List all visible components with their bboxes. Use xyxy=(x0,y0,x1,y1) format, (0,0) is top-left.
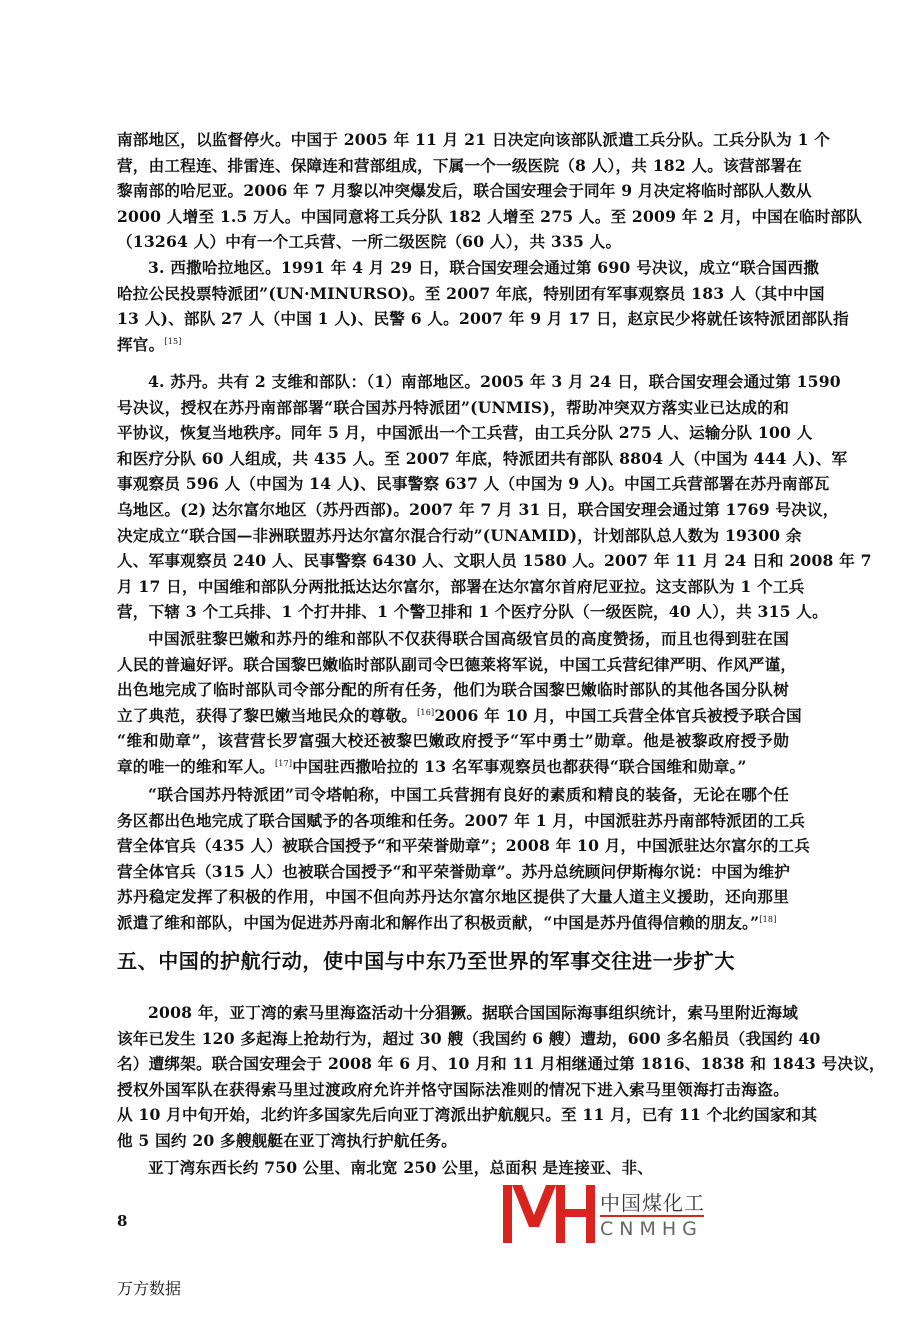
text-line: 黎南部的哈尼亚。2006 年 7 月黎以冲突爆发后，联合国安理会于同年 9 月决定将临时部队人数从 xyxy=(117,181,812,201)
text-line: 2000 人增至 1.5 万人。中国同意将工兵分队 182 人增至 275 人。至 2009 年 2 月，中国在临时部队 xyxy=(117,206,863,226)
paragraph xyxy=(117,626,802,780)
paragraph xyxy=(117,782,811,936)
text-line: 营，由工程连、排雷连、保障连和营部组成，下属一个一级医院（8 人），共 182 人。该营部署在 xyxy=(117,155,803,175)
text-line xyxy=(117,754,789,780)
text-line: 营全体官兵（435 人）被联合国授予“和平荣誉勋章”；2008 年 10 月，中国派驻达尔富尔的工兵 xyxy=(117,836,811,856)
text-line: 苏丹稳定发挥了积极的作用，中国不但向苏丹达尔富尔地区提供了大量人道主义援助，还向那里 xyxy=(117,887,789,907)
text-line: 人民的普遍好评。联合国黎巴嫩临时部队副司令巴德莱将军说，中国工兵营纪律严明、作风严谨， xyxy=(117,654,797,674)
text-line: 亚丁湾东西长约 750 公里、南北宽 250 公里，总面积 是连接亚、非、 xyxy=(148,1158,654,1177)
mh-logo-icon xyxy=(503,1185,595,1243)
text-line: 月 17 日，中国维和部队分两批抵达达尔富尔，部署在达尔富尔首府尼亚拉。这支部队为 1 个工兵 xyxy=(117,576,805,596)
text-line: 该年已发生 120 多起海上抢劫行为，超过 30 艘（我国约 6 艘）遭劫，600 多名船员（我国约 40 xyxy=(117,1028,821,1048)
text-line: 务区都出色地完成了联合国赋予的各项维和任务。2007 年 1 月，中国派驻苏丹南部特派团的工兵 xyxy=(117,810,806,830)
text-line: 出色地完成了临时部队司令部分配的所有任务，他们为联合国黎巴嫩临时部队的其他各国分队树 xyxy=(117,680,789,700)
text-line: 从 10 月中旬开始，北约许多国家先后向亚丁湾派出护航舰只。至 11 月，已有 11 个北约国家和其 xyxy=(117,1105,818,1125)
text-line: 号决议，授权在苏丹南部部署“联合国苏丹特派团”(UNMIS)，帮助冲突双方落实业已达成的和 xyxy=(117,397,789,417)
text-line: 他 5 国约 20 多艘舰艇在亚丁湾执行护航任务。 xyxy=(117,1130,457,1150)
paragraph xyxy=(117,1000,885,1154)
text-line: 3. 西撒哈拉地区。1991 年 4 月 29 日，联合国安理会通过第 690 号决议，成立“联合国西撒 xyxy=(148,258,819,277)
text-line: 南部地区，以监督停火。中国于 2005 年 11 月 21 日决定向该部队派遣工兵分队。工兵分队为 1 个 xyxy=(117,130,831,149)
text-line xyxy=(117,703,802,729)
watermark-divider xyxy=(600,1215,704,1217)
text-segment: 中国驻西撒哈拉的 13 名军事观察员也都获得“联合国维和勋章。” xyxy=(292,756,747,776)
text-line: 中国派驻黎巴嫩和苏丹的维和部队不仅获得联合国高级官员的高度赞扬，而且也得到驻在国 xyxy=(148,629,789,648)
text-line: “联合国苏丹特派团”司令塔帕称，中国工兵营拥有良好的素质和精良的装备，无论在哪个任 xyxy=(148,785,789,804)
text-line: “维和勋章”，该营营长罗富强大校还被黎巴嫩政府授予“军中勇士”勋章。他是被黎政府授予勋 xyxy=(117,731,789,751)
paragraph xyxy=(117,127,863,255)
text-segment: 2006 年 10 月，中国工兵营全体官兵被授予联合国 xyxy=(434,705,802,725)
text-line: 2008 年，亚丁湾的索马里海盗活动十分猖獗。据联合国国际海事组织统计，索马里附近海域 xyxy=(148,1003,798,1022)
text-line: 和医疗分队 60 人组成，共 435 人。至 2007 年底，特派团共有部队 8804 人（中国为 444 人)、军 xyxy=(117,448,848,468)
footer-source: 万方数据 xyxy=(117,1279,182,1298)
footnote-ref: [18] xyxy=(759,914,777,924)
paragraph xyxy=(117,369,872,625)
text-line: 哈拉公民投票特派团”(UN·MINURSO)。至 2007 年底，特别团有军事观察员 183 人（其中中国 xyxy=(117,283,825,303)
text-line: 事观察员 596 人（中国为 14 人)、民事警察 637 人（中国为 9 人)。中国工兵营部署在苏丹南部瓦 xyxy=(117,474,830,494)
section-heading: 五、中国的护航行动，使中国与中东乃至世界的军事交往进一步扩大 xyxy=(117,949,735,973)
text-line xyxy=(117,332,789,358)
text-line: 人、军事观察员 240 人、民事警察 6430 人、文职人员 1580 人。2007 年 11 月 24 日和 2008 年 7 xyxy=(117,551,872,571)
text-segment: 挥官。 xyxy=(117,334,165,354)
text-line: 名）遭绑架。联合国安理会于 2008 年 6 月、10 月和 11 月相继通过第 1816、1838 和 1843 号决议， xyxy=(117,1054,885,1074)
watermark-name-en: CNMHG xyxy=(600,1218,703,1240)
text-line: 13 人)、部队 27 人（中国 1 人)、民警 6 人。2007 年 9 月 17 日，赵京民少将就任该特派团部队指 xyxy=(117,309,849,329)
footnote-ref: [15] xyxy=(164,336,182,346)
text-line: （13264 人）中有一个工兵营、一所二级医院（60 人），共 335 人。 xyxy=(117,232,622,252)
text-segment: 章的唯一的维和军人。 xyxy=(117,756,275,776)
text-line: 乌地区。(2) 达尔富尔地区（苏丹西部)。2007 年 7 月 31 日，联合国安理会通过第 1769 号决议， xyxy=(117,499,839,519)
paragraph xyxy=(117,255,849,357)
footnote-ref: [17] xyxy=(274,758,293,768)
page-number: 8 xyxy=(117,1212,128,1230)
watermark-name-cn: 中国煤化工 xyxy=(600,1191,705,1215)
footnote-ref: [16] xyxy=(417,707,435,717)
text-line xyxy=(117,910,789,936)
text-line: 平协议，恢复当地秩序。同年 5 月，中国派出一个工兵营，由工兵分队 275 人、运输分队 100 人 xyxy=(117,423,813,443)
text-line: 营，下辖 3 个工兵排、1 个打井排、1 个警卫排和 1 个医疗分队（一级医院，40 人），共 315 人。 xyxy=(117,602,828,622)
text-line: 授权外国军队在获得索马里过渡政府允许并恪守国际法准则的情况下进入索马里领海打击海盗。 xyxy=(117,1079,789,1099)
text-segment: 立了典范，获得了黎巴嫩当地民众的尊敬。 xyxy=(117,705,418,725)
text-line: 营全体官兵（315 人）也被联合国授予“和平荣誉勋章”。苏丹总统顾问伊斯梅尔说：中国为维护 xyxy=(117,861,791,881)
paragraph xyxy=(117,1155,789,1181)
text-segment: 派遣了维和部队，中国为促进苏丹南北和解作出了积极贡献，“中国是苏丹值得信赖的朋友。” xyxy=(117,912,760,932)
text-line: 决定成立“联合国—非洲联盟苏丹达尔富尔混合行动”(UNAMID)，计划部队总人数为 19300 余 xyxy=(117,525,802,545)
watermark-logo xyxy=(503,1185,713,1243)
text-line: 4. 苏丹。共有 2 支维和部队：（1）南部地区。2005 年 3 月 24 日，联合国安理会通过第 1590 xyxy=(148,372,841,391)
